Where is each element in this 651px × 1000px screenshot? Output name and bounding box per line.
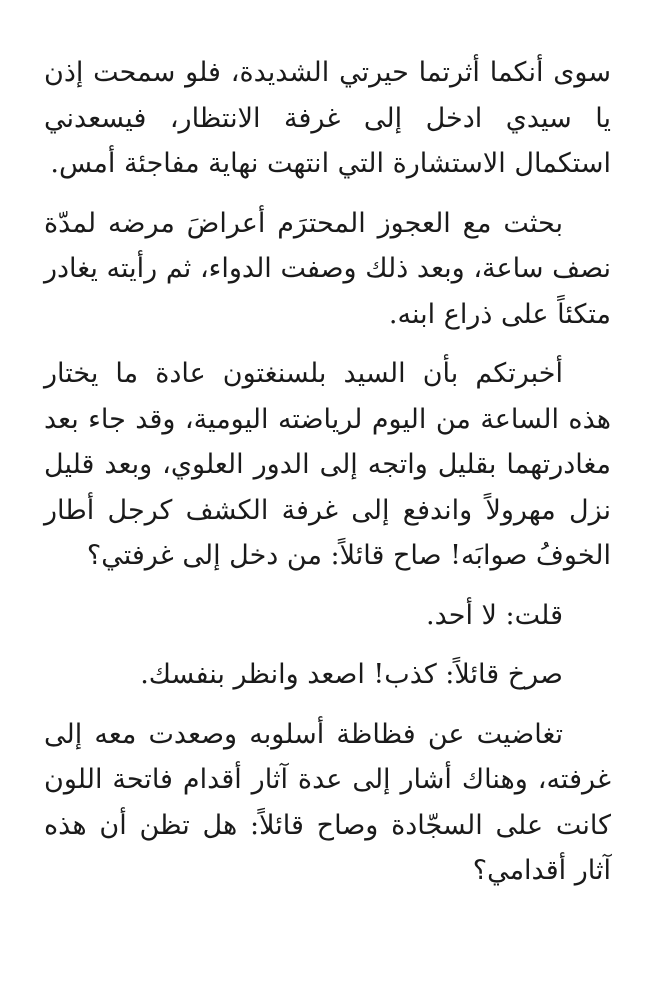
paragraph-2: بحثت مع العجوز المحترَم أعراضَ مرضه لمدّة نصف ساعة، وبعد ذلك وصفت الدواء، ثم رأيته يغادر متكئاً على ذراع ابنه. [44,207,611,330]
paragraph-3: أخبرتكم بأن السيد بلسنغتون عادة ما يختار هذه الساعة من اليوم لرياضته اليومية، وقد جاء بعد مغادرتهما بقليل واتجه إلى الدور العلوي، وبعد قليل نزل مهرولاً واندفع إلى غرفة الكشف كرجل أطار الخوفُ صوابَه! صاح قائلاً: من دخل إلى غرفتي؟ [44,358,611,571]
paragraph-6: تغاضيت عن فظاظة أسلوبه وصعدت معه إلى غرفته، وهناك أشار إلى عدة آثار أقدام فاتحة اللون كانت على السجّادة وصاح قائلاً: هل تظن أن هذه آثار أقدامي؟ [44,718,611,886]
paragraph-4: قلت: لا أحد. [426,599,563,631]
paragraph-1: سوى أنكما أثرتما حيرتي الشديدة، فلو سمحت إذن يا سيدي ادخل إلى غرفة الانتظار، فيسعدني استكمال الاستشارة التي انتهت نهاية مفاجئة أمس. [44,57,611,179]
paragraph-5: صرخ قائلاً: كذب! اصعد وانظر بنفسك. [140,659,563,690]
